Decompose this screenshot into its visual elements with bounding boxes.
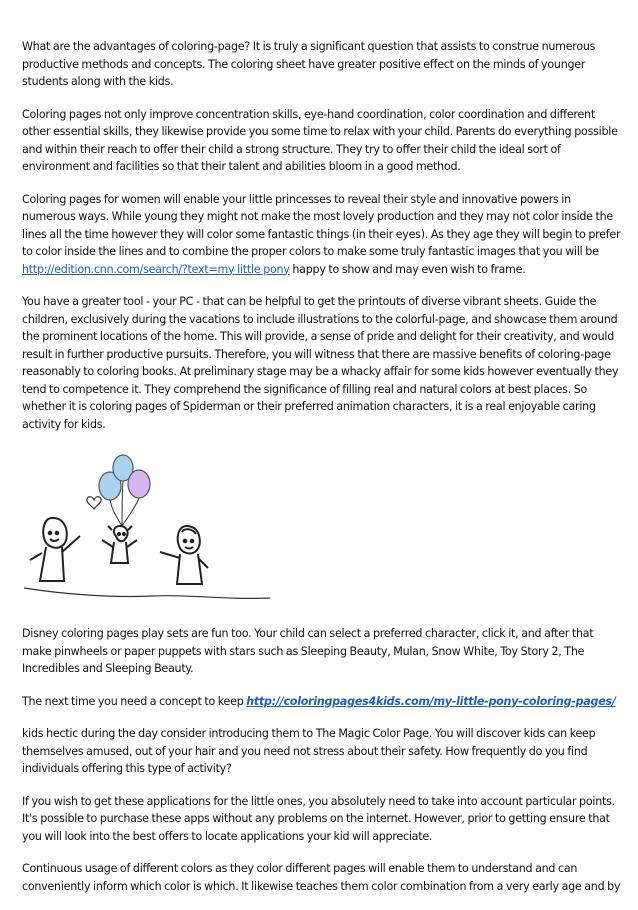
- document-page: [22, 38, 622, 910]
- heart-icon: [87, 497, 101, 509]
- coloringpages4kids-link[interactable]: http://coloringpages4kids.com/my-little-pony-coloring-pages/: [246, 694, 616, 708]
- child-figure: [102, 526, 137, 563]
- parent-right-figure: [160, 526, 208, 584]
- family-with-balloons-drawing: [22, 448, 272, 603]
- parent-left-figure: [30, 518, 80, 581]
- cnn-search-link[interactable]: http://edition.cnn.com/search/?text=my little pony: [22, 262, 290, 276]
- balloons-icon: [99, 455, 150, 526]
- paragraph-text: The next time you need a concept to keep: [22, 694, 247, 708]
- paragraph-skills: Coloring pages not only improve concentration skills, eye-hand coordination, color coordination and different other essential skills, they likewise provide you some time to relax with your child. Parents do everything possible and within their reach to offer their child a strong structure. They try to offer their child the ideal sort of environment and facilities so that their talent and abilities bloom in a good method.: [22, 107, 618, 173]
- paragraph-advantages: What are the advantages of coloring-page? It is truly a significant question that assists to construe numerous productive methods and concepts. The coloring sheet have greater positive effect on the minds of younger students along with the kids.: [22, 40, 596, 88]
- balloon-right: [128, 470, 150, 498]
- paragraph-princesses: [22, 191, 622, 279]
- ground-line: [24, 588, 270, 598]
- paragraph-disney: Disney coloring pages play sets are fun too. Your child can select a preferred character, click it, and after that make pinwheels or paper puppets with stars such as Sleeping Beauty, Mulan, Snow White, Toy Story 2, The Incredibles and Sleeping Beauty.: [22, 627, 594, 675]
- paragraph-next-time: [22, 693, 622, 711]
- paragraph-continuous-usage: Continuous usage of different colors as they color different pages will enable them to understand and can conveniently inform which color is which. It likewise teaches them color combination from a very early age and by: [22, 862, 621, 893]
- paragraph-applications: If you wish to get these applications for the little ones, you absolutely need to take into account particular points. It's possible to purchase these apps without any problems on the internet. However, prior to getting ensure that you will look into the best offers to locate applications your kid will appreciate.: [22, 794, 615, 843]
- paragraph-magic-color-page: kids hectic during the day consider introducing them to The Magic Color Page. You will discover kids can keep themselves amused, out of your hair and you need not stress about their safety. How frequently do you find individuals offering this type of activity?: [22, 727, 596, 775]
- paragraph-text: Coloring pages for women will enable your little princesses to reveal their style and innovative powers in numerous ways. While young they might not make the most lovely production and they may not color inside the lines all the time however they will color some fantastic things (in their eyes). As they age they will begin to prefer to color inside the lines and to combine the proper colors to make some truly fantastic images that you will be: [22, 192, 621, 258]
- paragraph-pc-tool: You have a greater tool - your PC - that can be helpful to get the printouts of diverse vibrant sheets. Guide the children, exclusively during the vacations to include illustrations to the colorful-page, and showcase them around the prominent locations of the home. This will provide, a sense of pride and delight for their creativity, and would result in further productive pursuits. Therefore, you will witness that there are massive benefits of coloring-page reasonably to coloring books. At preliminary stage may be a whacky affair for some kids however eventually they tend to competence it. They comprehend the significance of filling real and natural colors at best places. So whether it is coloring pages of Spiderman or their preferred animation characters, it is a real enjoyable caring activity for kids.: [22, 295, 619, 431]
- paragraph-text: happy to show and may even wish to frame.: [289, 262, 526, 276]
